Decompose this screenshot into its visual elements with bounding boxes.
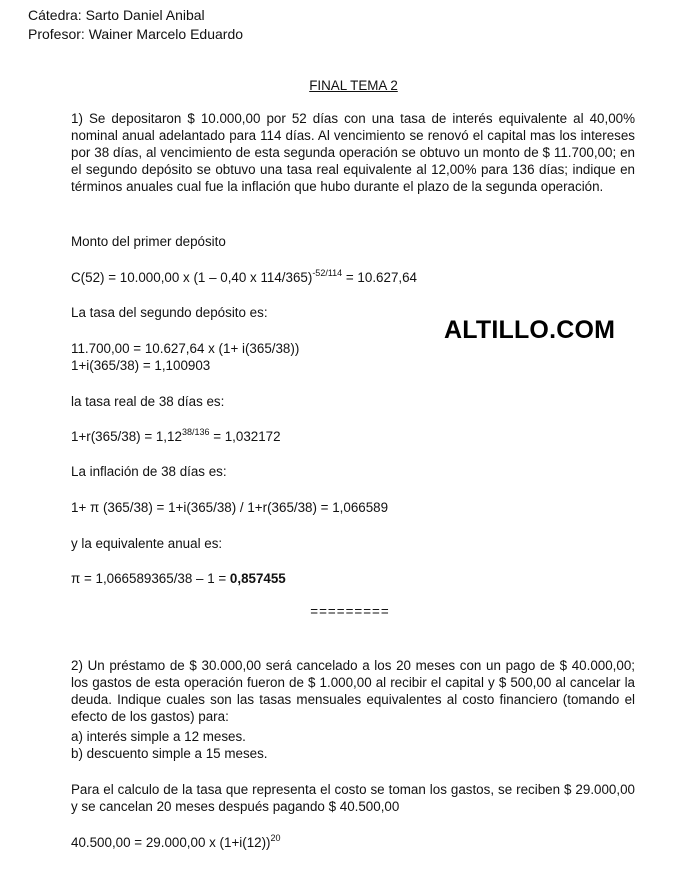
real-exponent: 38/136: [181, 427, 210, 437]
item-a: a) interés simple a 12 meses.: [71, 729, 246, 744]
problem-2-equation-base: 40.500,00 = 29.000,00 x (1+i(12)): [71, 835, 271, 850]
equation-2-line-1: 11.700,00 = 10.627,64 x (1+ i(365/38)): [71, 341, 300, 356]
real-label: la tasa real de 38 días es:: [71, 394, 225, 409]
annual-equation: [71, 570, 635, 587]
c52-base: C(52) = 10.000,00 x (1 – 0,40 x 114/365): [71, 270, 313, 285]
separator: =========: [310, 604, 390, 619]
c52-exponent: -52/114: [312, 268, 343, 278]
document-title-text: FINAL TEMA 2: [309, 78, 398, 93]
document-title: [0, 77, 700, 94]
c52-equation: [71, 269, 635, 286]
annual-equation-text: π = 1,066589365/38 – 1 =: [71, 571, 230, 586]
watermark-logo: ALTILLO.COM: [444, 316, 616, 344]
real-equation: [71, 428, 635, 445]
annual-label: y la equivalente anual es:: [71, 536, 223, 551]
tasa-label: La tasa del segundo depósito es:: [71, 305, 268, 320]
annual-result: 0,857455: [229, 571, 286, 586]
catedra-line: Cátedra: Sarto Daniel Anibal: [28, 7, 205, 23]
profesor-line: Profesor: Wainer Marcelo Eduardo: [28, 26, 244, 42]
monto-label: Monto del primer depósito: [71, 234, 226, 249]
problem-2-equation-exponent: 20: [270, 833, 281, 843]
item-b: b) descuento simple a 15 meses.: [71, 746, 268, 761]
problem-2-explanation: Para el calculo de la tasa que representa el costo se toman los gastos, se reciben $ 29.000,00 y se cancelan 20 meses después pagando $ 40.500,00: [71, 782, 635, 814]
real-base: 1+r(365/38) = 1,12: [71, 429, 182, 444]
c52-result: = 10.627,64: [342, 270, 418, 285]
problem-2-equation: [71, 834, 635, 851]
document-header: [28, 6, 243, 44]
problem-2-statement: 2) Un préstamo de $ 30.000,00 será cancelado a los 20 meses con un pago de $ 40.000,00; los gastos de esta operación fueron de $ 1.000,00 al recibir el capital y $ 500,00 al cancelar la deuda. Indique cuales son las tasas mensuales equivalentes al costo financiero (tomando el efecto de los gastos) para:: [71, 658, 635, 724]
inflation-equation: 1+ π (365/38) = 1+i(365/38) / 1+r(365/38) = 1,066589: [71, 500, 389, 515]
equation-2-line-2: 1+i(365/38) = 1,100903: [71, 358, 211, 373]
real-result: = 1,032172: [209, 429, 281, 444]
inflation-label: La inflación de 38 días es:: [71, 464, 227, 479]
problem-1-statement: 1) Se depositaron $ 10.000,00 por 52 días con una tasa de interés equivalente al 40,00% nominal anual adelantado para 114 días. Al vencimiento se renovó el capital mas los intereses por 38 días, al vencimiento de esta segunda operación se obtuvo un monto de $ 11.700,00; en el segundo depósito se obtuvo una tasa real equivalente al 12,00% para 136 días; indique en términos anuales cual fue la inflación que hubo durante el plazo de la segunda operación.: [71, 111, 635, 194]
